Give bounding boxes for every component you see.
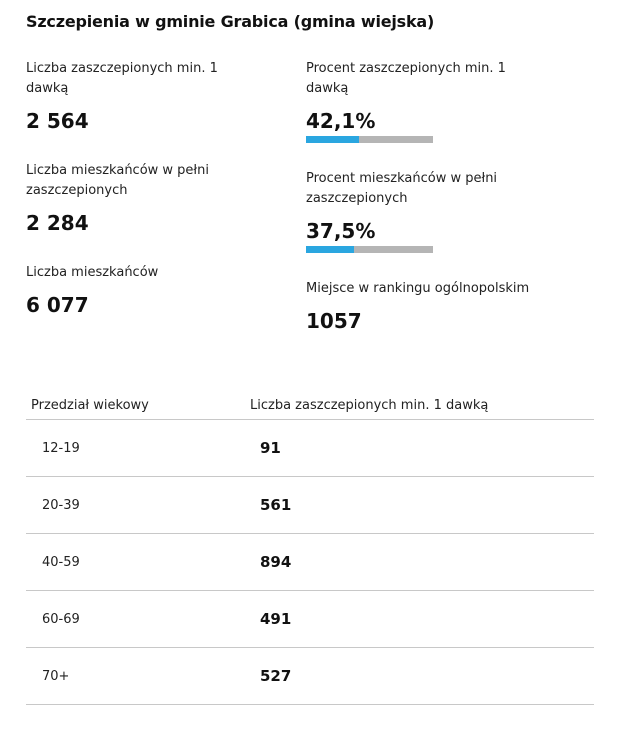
age-cell: 20-39 [26, 477, 234, 534]
count-cell: 91 [234, 420, 594, 477]
stat-value: 37,5% [306, 219, 376, 243]
stat-label: Miejsce w rankingu ogólnopolskim [306, 281, 530, 296]
progress-fill [306, 246, 354, 253]
count-cell: 527 [234, 648, 594, 705]
table-row [26, 477, 594, 534]
age-cell: 40-59 [26, 534, 234, 591]
stat-vaccinated-one-dose [26, 59, 256, 135]
table-row [26, 648, 594, 705]
table-row [26, 591, 594, 648]
stat-value: 2 284 [26, 211, 89, 235]
count-cell: 491 [234, 591, 594, 648]
progress-bar [306, 136, 433, 143]
stat-label: Liczba mieszkańców w pełni zaszczepionych [26, 163, 209, 198]
stat-population [26, 263, 256, 319]
stat-value: 2 564 [26, 109, 89, 133]
count-cell: 894 [234, 534, 594, 591]
age-cell: 60-69 [26, 591, 234, 648]
stat-percent-fully-vaccinated [306, 169, 536, 253]
table-header-row [26, 396, 594, 420]
progress-fill [306, 136, 359, 143]
stat-value: 6 077 [26, 293, 89, 317]
age-cell: 70+ [26, 648, 234, 705]
stat-label: Procent mieszkańców w pełni zaszczepionych [306, 171, 498, 206]
column-header-age: Przedział wiekowy [26, 396, 234, 420]
page-title: Szczepienia w gminie Grabica (gmina wiejska) [26, 12, 435, 31]
stat-percent-one-dose [306, 59, 536, 143]
stat-label: Liczba mieszkańców [26, 265, 159, 280]
table-row [26, 420, 594, 477]
age-group-table [26, 396, 594, 705]
stat-label: Liczba zaszczepionych min. 1 dawką [26, 61, 218, 96]
stat-national-ranking [306, 279, 536, 335]
table-row [26, 534, 594, 591]
column-header-count: Liczba zaszczepionych min. 1 dawką [234, 396, 594, 420]
stat-value: 42,1% [306, 109, 376, 133]
age-cell: 12-19 [26, 420, 234, 477]
count-cell: 561 [234, 477, 594, 534]
stat-value: 1057 [306, 309, 362, 333]
stat-label: Procent zaszczepionych min. 1 dawką [306, 61, 506, 96]
stat-fully-vaccinated [26, 161, 256, 237]
progress-bar [306, 246, 433, 253]
